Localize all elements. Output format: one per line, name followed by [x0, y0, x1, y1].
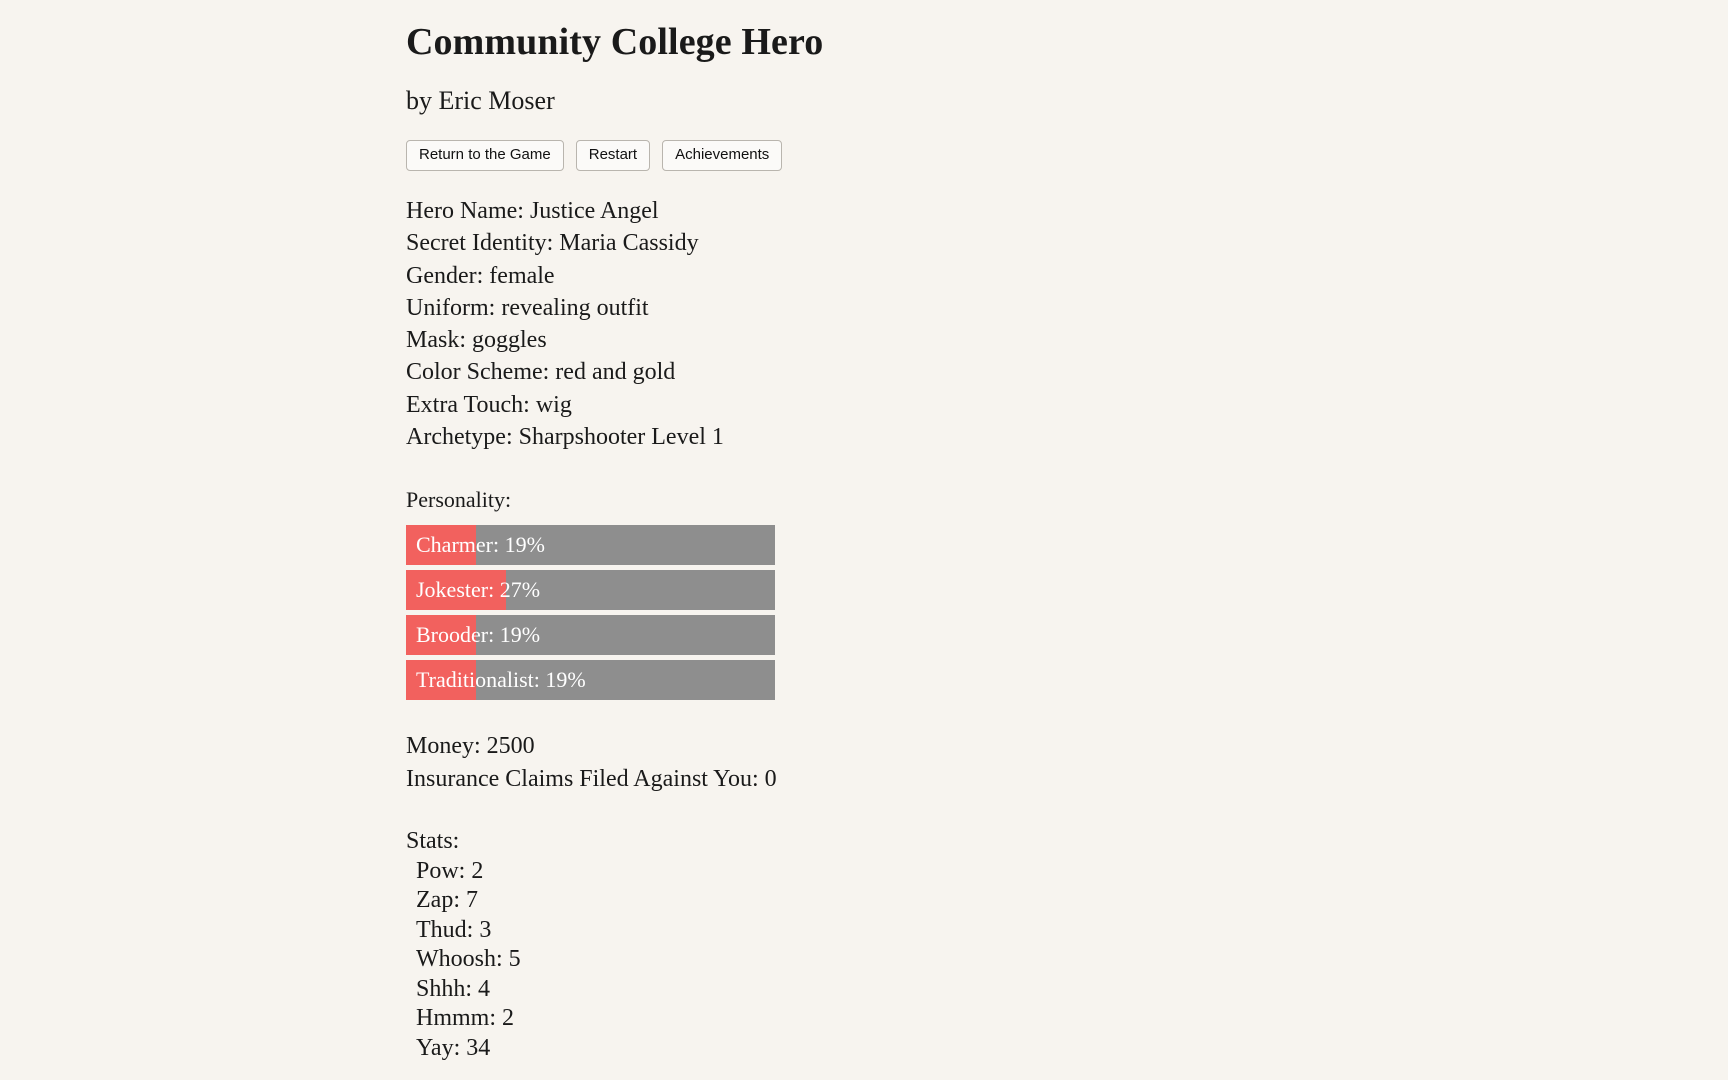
- stat-whoosh: Whoosh: 5: [416, 946, 521, 973]
- stat-thud: Thud: 3: [416, 916, 492, 943]
- gender-line: Gender: female: [406, 262, 555, 289]
- color-scheme-line: Color Scheme: red and gold: [406, 359, 676, 386]
- personality-bar-label: Brooder: 19%: [416, 622, 541, 648]
- personality-bar-jokester: [406, 570, 775, 610]
- stat-yay: Yay: 34: [416, 1034, 491, 1061]
- restart-button[interactable]: Restart: [576, 140, 650, 171]
- achievements-button[interactable]: Achievements: [662, 140, 782, 171]
- character-info-block: [406, 195, 1306, 453]
- stats-block: [406, 825, 1306, 1064]
- money-line: Money: 2500: [406, 733, 535, 760]
- personality-bar-traditionalist: [406, 660, 775, 700]
- personality-bar-charmer: [406, 525, 775, 565]
- money-block: [406, 730, 1306, 795]
- hero-name-line: Hero Name: Justice Angel: [406, 198, 659, 224]
- archetype-line: Archetype: Sharpshooter Level 1: [406, 424, 724, 451]
- content-column: [406, 14, 1306, 1063]
- author-byline: by Eric Moser: [406, 86, 555, 115]
- secret-identity-line: Secret Identity: Maria Cassidy: [406, 230, 699, 257]
- mask-line: Mask: goggles: [406, 327, 547, 354]
- uniform-line: Uniform: revealing outfit: [406, 294, 649, 321]
- personality-bars: [406, 525, 775, 700]
- action-button-row: [406, 140, 1306, 171]
- extra-touch-line: Extra Touch: wig: [406, 391, 572, 418]
- stat-shhh: Shhh: 4: [416, 975, 491, 1002]
- insurance-claims-line: Insurance Claims Filed Against You: 0: [406, 765, 777, 792]
- page-title: Community College Hero: [406, 21, 824, 63]
- personality-bar-label: Traditionalist: 19%: [416, 667, 586, 693]
- personality-bar-brooder: [406, 615, 775, 655]
- personality-bar-label: Jokester: 27%: [416, 577, 541, 603]
- stat-hmmm: Hmmm: 2: [416, 1005, 515, 1032]
- stats-label: Stats:: [406, 827, 460, 854]
- personality-label: Personality:: [406, 487, 512, 513]
- personality-bar-label: Charmer: 19%: [416, 532, 545, 558]
- stat-zap: Zap: 7: [416, 887, 478, 914]
- return-to-the-game-button[interactable]: Return to the Game: [406, 140, 564, 171]
- stat-pow: Pow: 2: [416, 857, 484, 884]
